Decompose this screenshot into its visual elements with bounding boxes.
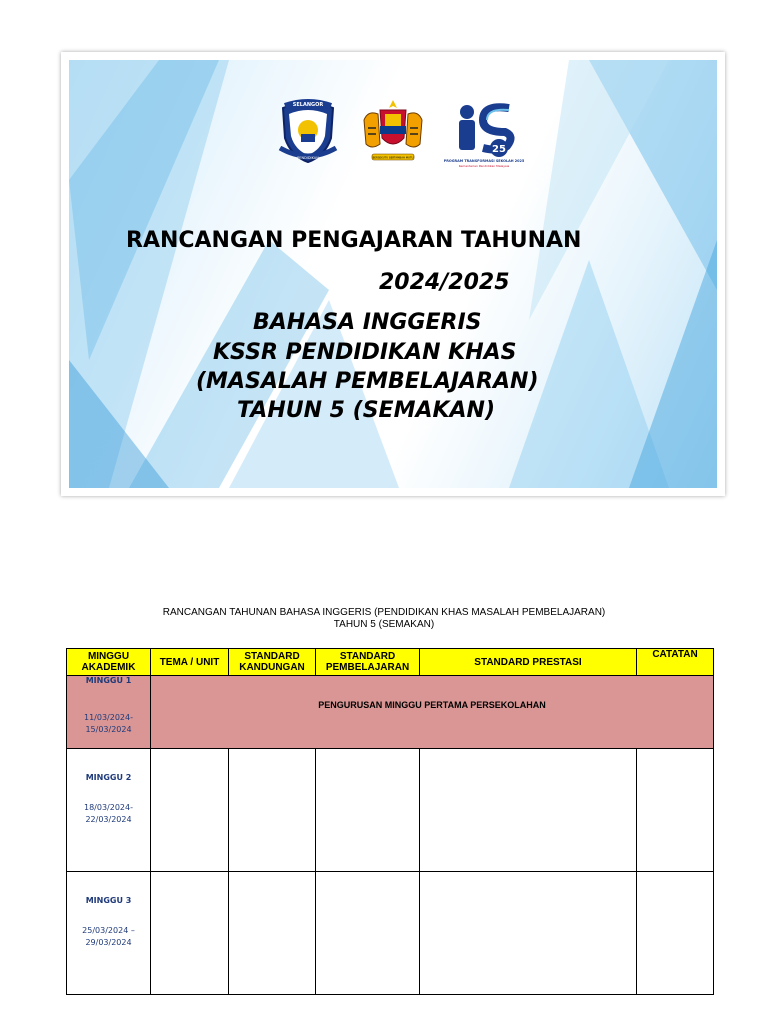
header-tema-unit: TEMA / UNIT xyxy=(151,649,229,676)
yearly-plan-table xyxy=(66,648,714,995)
tsx-2025-logo xyxy=(443,98,525,174)
cover-grade: TAHUN 5 (SEMAKAN) xyxy=(237,398,496,423)
standard-prestasi-cell[interactable] xyxy=(420,872,637,995)
week-cell xyxy=(67,749,151,872)
week-cell xyxy=(67,676,151,749)
tsx-logo-caption-ministry: Kementerian Pendidikan Malaysia xyxy=(458,164,510,168)
table-row xyxy=(67,676,714,749)
week-label: MINGGU 2 xyxy=(85,773,132,782)
header-minggu-akademik: MINGGU AKADEMIK xyxy=(67,649,151,676)
standard-pembelajaran-cell[interactable] xyxy=(316,872,420,995)
header-catatan: CATATAN xyxy=(637,649,714,676)
catatan-cell[interactable] xyxy=(637,749,714,872)
cover-year: 2024/2025 xyxy=(379,270,510,295)
selangor-logo-text: SELANGOR xyxy=(292,102,324,108)
standard-kandungan-cell[interactable] xyxy=(229,749,316,872)
tema-cell[interactable] xyxy=(151,749,229,872)
tema-cell[interactable] xyxy=(151,872,229,995)
merged-activity-cell xyxy=(151,676,714,749)
cover-curriculum: KSSR PENDIDIKAN KHAS xyxy=(213,340,517,365)
cover-category: (MASALAH PEMBELAJARAN) xyxy=(196,369,539,394)
cover-subject: BAHASA INGGERIS xyxy=(253,310,482,335)
tsx-logo-caption: PROGRAM TRANSFORMASI SEKOLAH 2025 xyxy=(443,159,525,163)
week-label: MINGGU 3 xyxy=(85,896,132,905)
jata-negara-emblem xyxy=(358,98,428,168)
document-heading xyxy=(0,607,768,631)
header-standard-prestasi: STANDARD PRESTASI xyxy=(420,649,637,676)
document-heading-line2: TAHUN 5 (SEMAKAN) xyxy=(333,619,435,630)
week-cell xyxy=(67,872,151,995)
document-heading-line1: RANCANGAN TAHUNAN BAHASA INGGERIS (PENDIDIKAN KHAS MASALAH PEMBELAJARAN) xyxy=(162,607,606,618)
week-dates: 25/03/2024 – 29/03/2024 xyxy=(82,926,135,947)
standard-prestasi-cell[interactable] xyxy=(420,749,637,872)
selangor-education-logo xyxy=(275,98,341,164)
table-header-row xyxy=(67,649,714,676)
standard-pembelajaran-cell[interactable] xyxy=(316,749,420,872)
week-dates: 18/03/2024-22/03/2024 xyxy=(84,803,133,824)
cover-title: RANCANGAN PENGAJARAN TAHUNAN xyxy=(126,228,582,253)
catatan-cell[interactable] xyxy=(637,872,714,995)
header-standard-kandungan: STANDARD KANDUNGAN xyxy=(229,649,316,676)
merged-activity-text: PENGURUSAN MINGGU PERTAMA PERSEKOLAHAN xyxy=(318,700,546,710)
jata-motto-text: BERSEKUTU BERTAMBAH MUTU xyxy=(372,156,414,160)
cover-banner xyxy=(69,60,717,488)
table-row xyxy=(67,749,714,872)
header-standard-pembelajaran: STANDARD PEMBELAJARAN xyxy=(316,649,420,676)
selangor-logo-subtext: PENDIDIKAN xyxy=(297,156,319,160)
logo-row xyxy=(69,98,717,174)
week-dates: 11/03/2024-15/03/2024 xyxy=(84,713,133,734)
tsx-logo-number: 25 xyxy=(492,144,506,155)
table-row xyxy=(67,872,714,995)
standard-kandungan-cell[interactable] xyxy=(229,872,316,995)
week-label: MINGGU 1 xyxy=(85,676,132,685)
cover-page-frame xyxy=(61,52,725,496)
